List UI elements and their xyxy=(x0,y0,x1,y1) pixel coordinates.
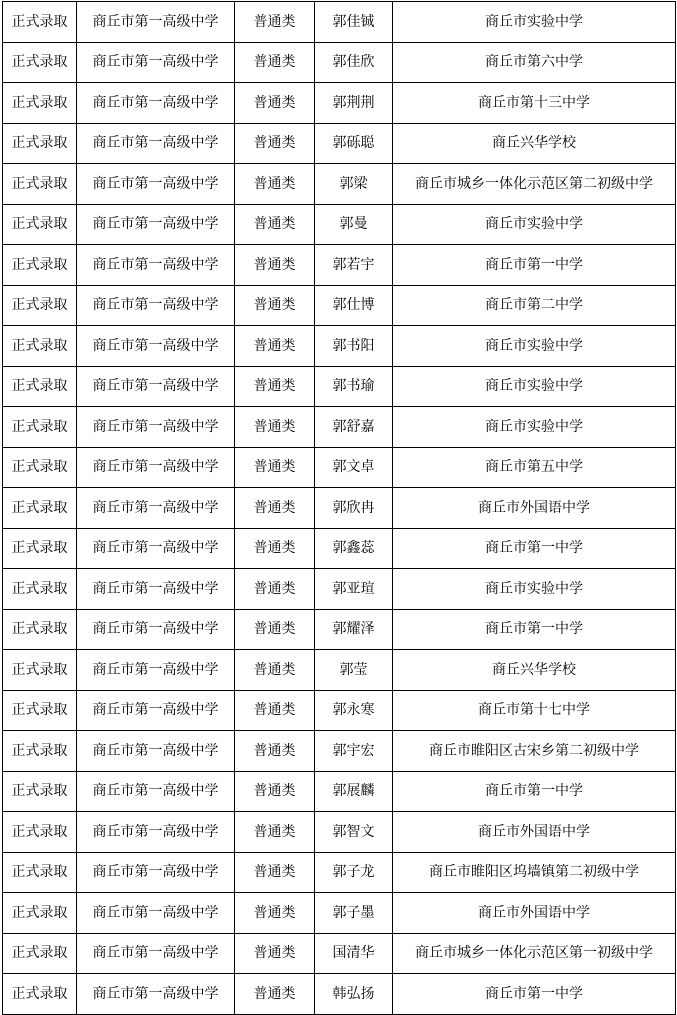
student-name-cell: 郭佳欣 xyxy=(315,42,393,83)
table-row xyxy=(3,407,676,448)
admission-status-cell: 正式录取 xyxy=(3,488,77,529)
admitting-school-cell: 商丘市第一高级中学 xyxy=(77,245,235,286)
student-name-cell: 韩弘扬 xyxy=(315,974,393,1015)
origin-school-cell: 商丘市实验中学 xyxy=(393,407,676,448)
category-cell: 普通类 xyxy=(235,528,315,569)
admitting-school-cell: 商丘市第一高级中学 xyxy=(77,488,235,529)
table-row xyxy=(3,488,676,529)
table-row xyxy=(3,123,676,164)
admitting-school-cell: 商丘市第一高级中学 xyxy=(77,771,235,812)
student-name-cell: 郭永寒 xyxy=(315,690,393,731)
admission-status-cell: 正式录取 xyxy=(3,285,77,326)
admission-status-cell: 正式录取 xyxy=(3,366,77,407)
admission-status-cell: 正式录取 xyxy=(3,609,77,650)
origin-school-cell: 商丘市实验中学 xyxy=(393,569,676,610)
student-name-cell: 郭宇宏 xyxy=(315,731,393,772)
admitting-school-cell: 商丘市第一高级中学 xyxy=(77,123,235,164)
admission-status-cell: 正式录取 xyxy=(3,852,77,893)
admitting-school-cell: 商丘市第一高级中学 xyxy=(77,528,235,569)
admission-status-cell: 正式录取 xyxy=(3,528,77,569)
origin-school-cell: 商丘市第一中学 xyxy=(393,974,676,1015)
admitting-school-cell: 商丘市第一高级中学 xyxy=(77,164,235,205)
origin-school-cell: 商丘市实验中学 xyxy=(393,2,676,43)
table-row xyxy=(3,204,676,245)
student-name-cell: 郭耀泽 xyxy=(315,609,393,650)
admitting-school-cell: 商丘市第一高级中学 xyxy=(77,204,235,245)
student-name-cell: 郭展麟 xyxy=(315,771,393,812)
category-cell: 普通类 xyxy=(235,609,315,650)
category-cell: 普通类 xyxy=(235,326,315,367)
category-cell: 普通类 xyxy=(235,569,315,610)
student-name-cell: 郭文卓 xyxy=(315,447,393,488)
admission-status-cell: 正式录取 xyxy=(3,731,77,772)
category-cell: 普通类 xyxy=(235,812,315,853)
origin-school-cell: 商丘市第二中学 xyxy=(393,285,676,326)
origin-school-cell: 商丘市实验中学 xyxy=(393,366,676,407)
student-name-cell: 郭子龙 xyxy=(315,852,393,893)
category-cell: 普通类 xyxy=(235,447,315,488)
admission-table xyxy=(2,1,676,1015)
table-row xyxy=(3,812,676,853)
admission-status-cell: 正式录取 xyxy=(3,407,77,448)
student-name-cell: 郭舒嘉 xyxy=(315,407,393,448)
category-cell: 普通类 xyxy=(235,285,315,326)
admission-status-cell: 正式录取 xyxy=(3,42,77,83)
category-cell: 普通类 xyxy=(235,771,315,812)
student-name-cell: 郭仕博 xyxy=(315,285,393,326)
category-cell: 普通类 xyxy=(235,123,315,164)
admission-status-cell: 正式录取 xyxy=(3,650,77,691)
table-row xyxy=(3,42,676,83)
table-row xyxy=(3,933,676,974)
student-name-cell: 郭佳铖 xyxy=(315,2,393,43)
admission-status-cell: 正式录取 xyxy=(3,569,77,610)
admitting-school-cell: 商丘市第一高级中学 xyxy=(77,974,235,1015)
admitting-school-cell: 商丘市第一高级中学 xyxy=(77,933,235,974)
table-row xyxy=(3,447,676,488)
admitting-school-cell: 商丘市第一高级中学 xyxy=(77,447,235,488)
student-name-cell: 郭亚瑄 xyxy=(315,569,393,610)
origin-school-cell: 商丘兴华学校 xyxy=(393,650,676,691)
category-cell: 普通类 xyxy=(235,245,315,286)
origin-school-cell: 商丘市实验中学 xyxy=(393,204,676,245)
origin-school-cell: 商丘市第六中学 xyxy=(393,42,676,83)
admission-status-cell: 正式录取 xyxy=(3,245,77,286)
origin-school-cell: 商丘市睢阳区古宋乡第二初级中学 xyxy=(393,731,676,772)
table-row xyxy=(3,771,676,812)
category-cell: 普通类 xyxy=(235,164,315,205)
admission-status-cell: 正式录取 xyxy=(3,83,77,124)
origin-school-cell: 商丘市第五中学 xyxy=(393,447,676,488)
origin-school-cell: 商丘市外国语中学 xyxy=(393,488,676,529)
origin-school-cell: 商丘市第十七中学 xyxy=(393,690,676,731)
category-cell: 普通类 xyxy=(235,407,315,448)
category-cell: 普通类 xyxy=(235,852,315,893)
admission-status-cell: 正式录取 xyxy=(3,326,77,367)
origin-school-cell: 商丘市外国语中学 xyxy=(393,812,676,853)
admission-status-cell: 正式录取 xyxy=(3,204,77,245)
table-row xyxy=(3,650,676,691)
student-name-cell: 郭书瑜 xyxy=(315,366,393,407)
admission-status-cell: 正式录取 xyxy=(3,690,77,731)
student-name-cell: 郭鑫蕊 xyxy=(315,528,393,569)
student-name-cell: 郭砾聪 xyxy=(315,123,393,164)
admitting-school-cell: 商丘市第一高级中学 xyxy=(77,42,235,83)
admission-status-cell: 正式录取 xyxy=(3,933,77,974)
category-cell: 普通类 xyxy=(235,366,315,407)
origin-school-cell: 商丘市睢阳区坞墙镇第二初级中学 xyxy=(393,852,676,893)
admission-status-cell: 正式录取 xyxy=(3,771,77,812)
table-row xyxy=(3,83,676,124)
category-cell: 普通类 xyxy=(235,893,315,934)
admitting-school-cell: 商丘市第一高级中学 xyxy=(77,366,235,407)
table-row xyxy=(3,285,676,326)
table-row xyxy=(3,974,676,1015)
category-cell: 普通类 xyxy=(235,2,315,43)
category-cell: 普通类 xyxy=(235,42,315,83)
admitting-school-cell: 商丘市第一高级中学 xyxy=(77,731,235,772)
origin-school-cell: 商丘兴华学校 xyxy=(393,123,676,164)
student-name-cell: 郭曼 xyxy=(315,204,393,245)
origin-school-cell: 商丘市城乡一体化示范区第二初级中学 xyxy=(393,164,676,205)
category-cell: 普通类 xyxy=(235,204,315,245)
admission-status-cell: 正式录取 xyxy=(3,164,77,205)
admitting-school-cell: 商丘市第一高级中学 xyxy=(77,650,235,691)
admitting-school-cell: 商丘市第一高级中学 xyxy=(77,2,235,43)
table-row xyxy=(3,528,676,569)
category-cell: 普通类 xyxy=(235,650,315,691)
category-cell: 普通类 xyxy=(235,83,315,124)
admission-table-body xyxy=(3,2,676,1015)
category-cell: 普通类 xyxy=(235,731,315,772)
admitting-school-cell: 商丘市第一高级中学 xyxy=(77,569,235,610)
admitting-school-cell: 商丘市第一高级中学 xyxy=(77,407,235,448)
admitting-school-cell: 商丘市第一高级中学 xyxy=(77,83,235,124)
category-cell: 普通类 xyxy=(235,974,315,1015)
admitting-school-cell: 商丘市第一高级中学 xyxy=(77,690,235,731)
admission-status-cell: 正式录取 xyxy=(3,893,77,934)
origin-school-cell: 商丘市实验中学 xyxy=(393,326,676,367)
category-cell: 普通类 xyxy=(235,933,315,974)
admission-status-cell: 正式录取 xyxy=(3,447,77,488)
table-row xyxy=(3,731,676,772)
admission-status-cell: 正式录取 xyxy=(3,812,77,853)
table-row xyxy=(3,245,676,286)
table-row xyxy=(3,852,676,893)
category-cell: 普通类 xyxy=(235,488,315,529)
admission-status-cell: 正式录取 xyxy=(3,123,77,164)
table-row xyxy=(3,164,676,205)
origin-school-cell: 商丘市外国语中学 xyxy=(393,893,676,934)
origin-school-cell: 商丘市第一中学 xyxy=(393,771,676,812)
origin-school-cell: 商丘市城乡一体化示范区第一初级中学 xyxy=(393,933,676,974)
origin-school-cell: 商丘市第一中学 xyxy=(393,609,676,650)
category-cell: 普通类 xyxy=(235,690,315,731)
student-name-cell: 郭荆荆 xyxy=(315,83,393,124)
table-row xyxy=(3,569,676,610)
origin-school-cell: 商丘市第一中学 xyxy=(393,528,676,569)
student-name-cell: 郭莹 xyxy=(315,650,393,691)
table-row xyxy=(3,893,676,934)
student-name-cell: 郭梁 xyxy=(315,164,393,205)
table-row xyxy=(3,2,676,43)
admission-status-cell: 正式录取 xyxy=(3,2,77,43)
admission-status-cell: 正式录取 xyxy=(3,974,77,1015)
table-row xyxy=(3,326,676,367)
origin-school-cell: 商丘市第一中学 xyxy=(393,245,676,286)
table-row xyxy=(3,609,676,650)
origin-school-cell: 商丘市第十三中学 xyxy=(393,83,676,124)
admitting-school-cell: 商丘市第一高级中学 xyxy=(77,852,235,893)
admitting-school-cell: 商丘市第一高级中学 xyxy=(77,326,235,367)
student-name-cell: 郭子墨 xyxy=(315,893,393,934)
student-name-cell: 郭书阳 xyxy=(315,326,393,367)
admitting-school-cell: 商丘市第一高级中学 xyxy=(77,609,235,650)
admitting-school-cell: 商丘市第一高级中学 xyxy=(77,285,235,326)
student-name-cell: 郭欣冉 xyxy=(315,488,393,529)
table-row xyxy=(3,366,676,407)
admitting-school-cell: 商丘市第一高级中学 xyxy=(77,893,235,934)
table-row xyxy=(3,690,676,731)
student-name-cell: 郭若宇 xyxy=(315,245,393,286)
student-name-cell: 郭智文 xyxy=(315,812,393,853)
admitting-school-cell: 商丘市第一高级中学 xyxy=(77,812,235,853)
student-name-cell: 国清华 xyxy=(315,933,393,974)
